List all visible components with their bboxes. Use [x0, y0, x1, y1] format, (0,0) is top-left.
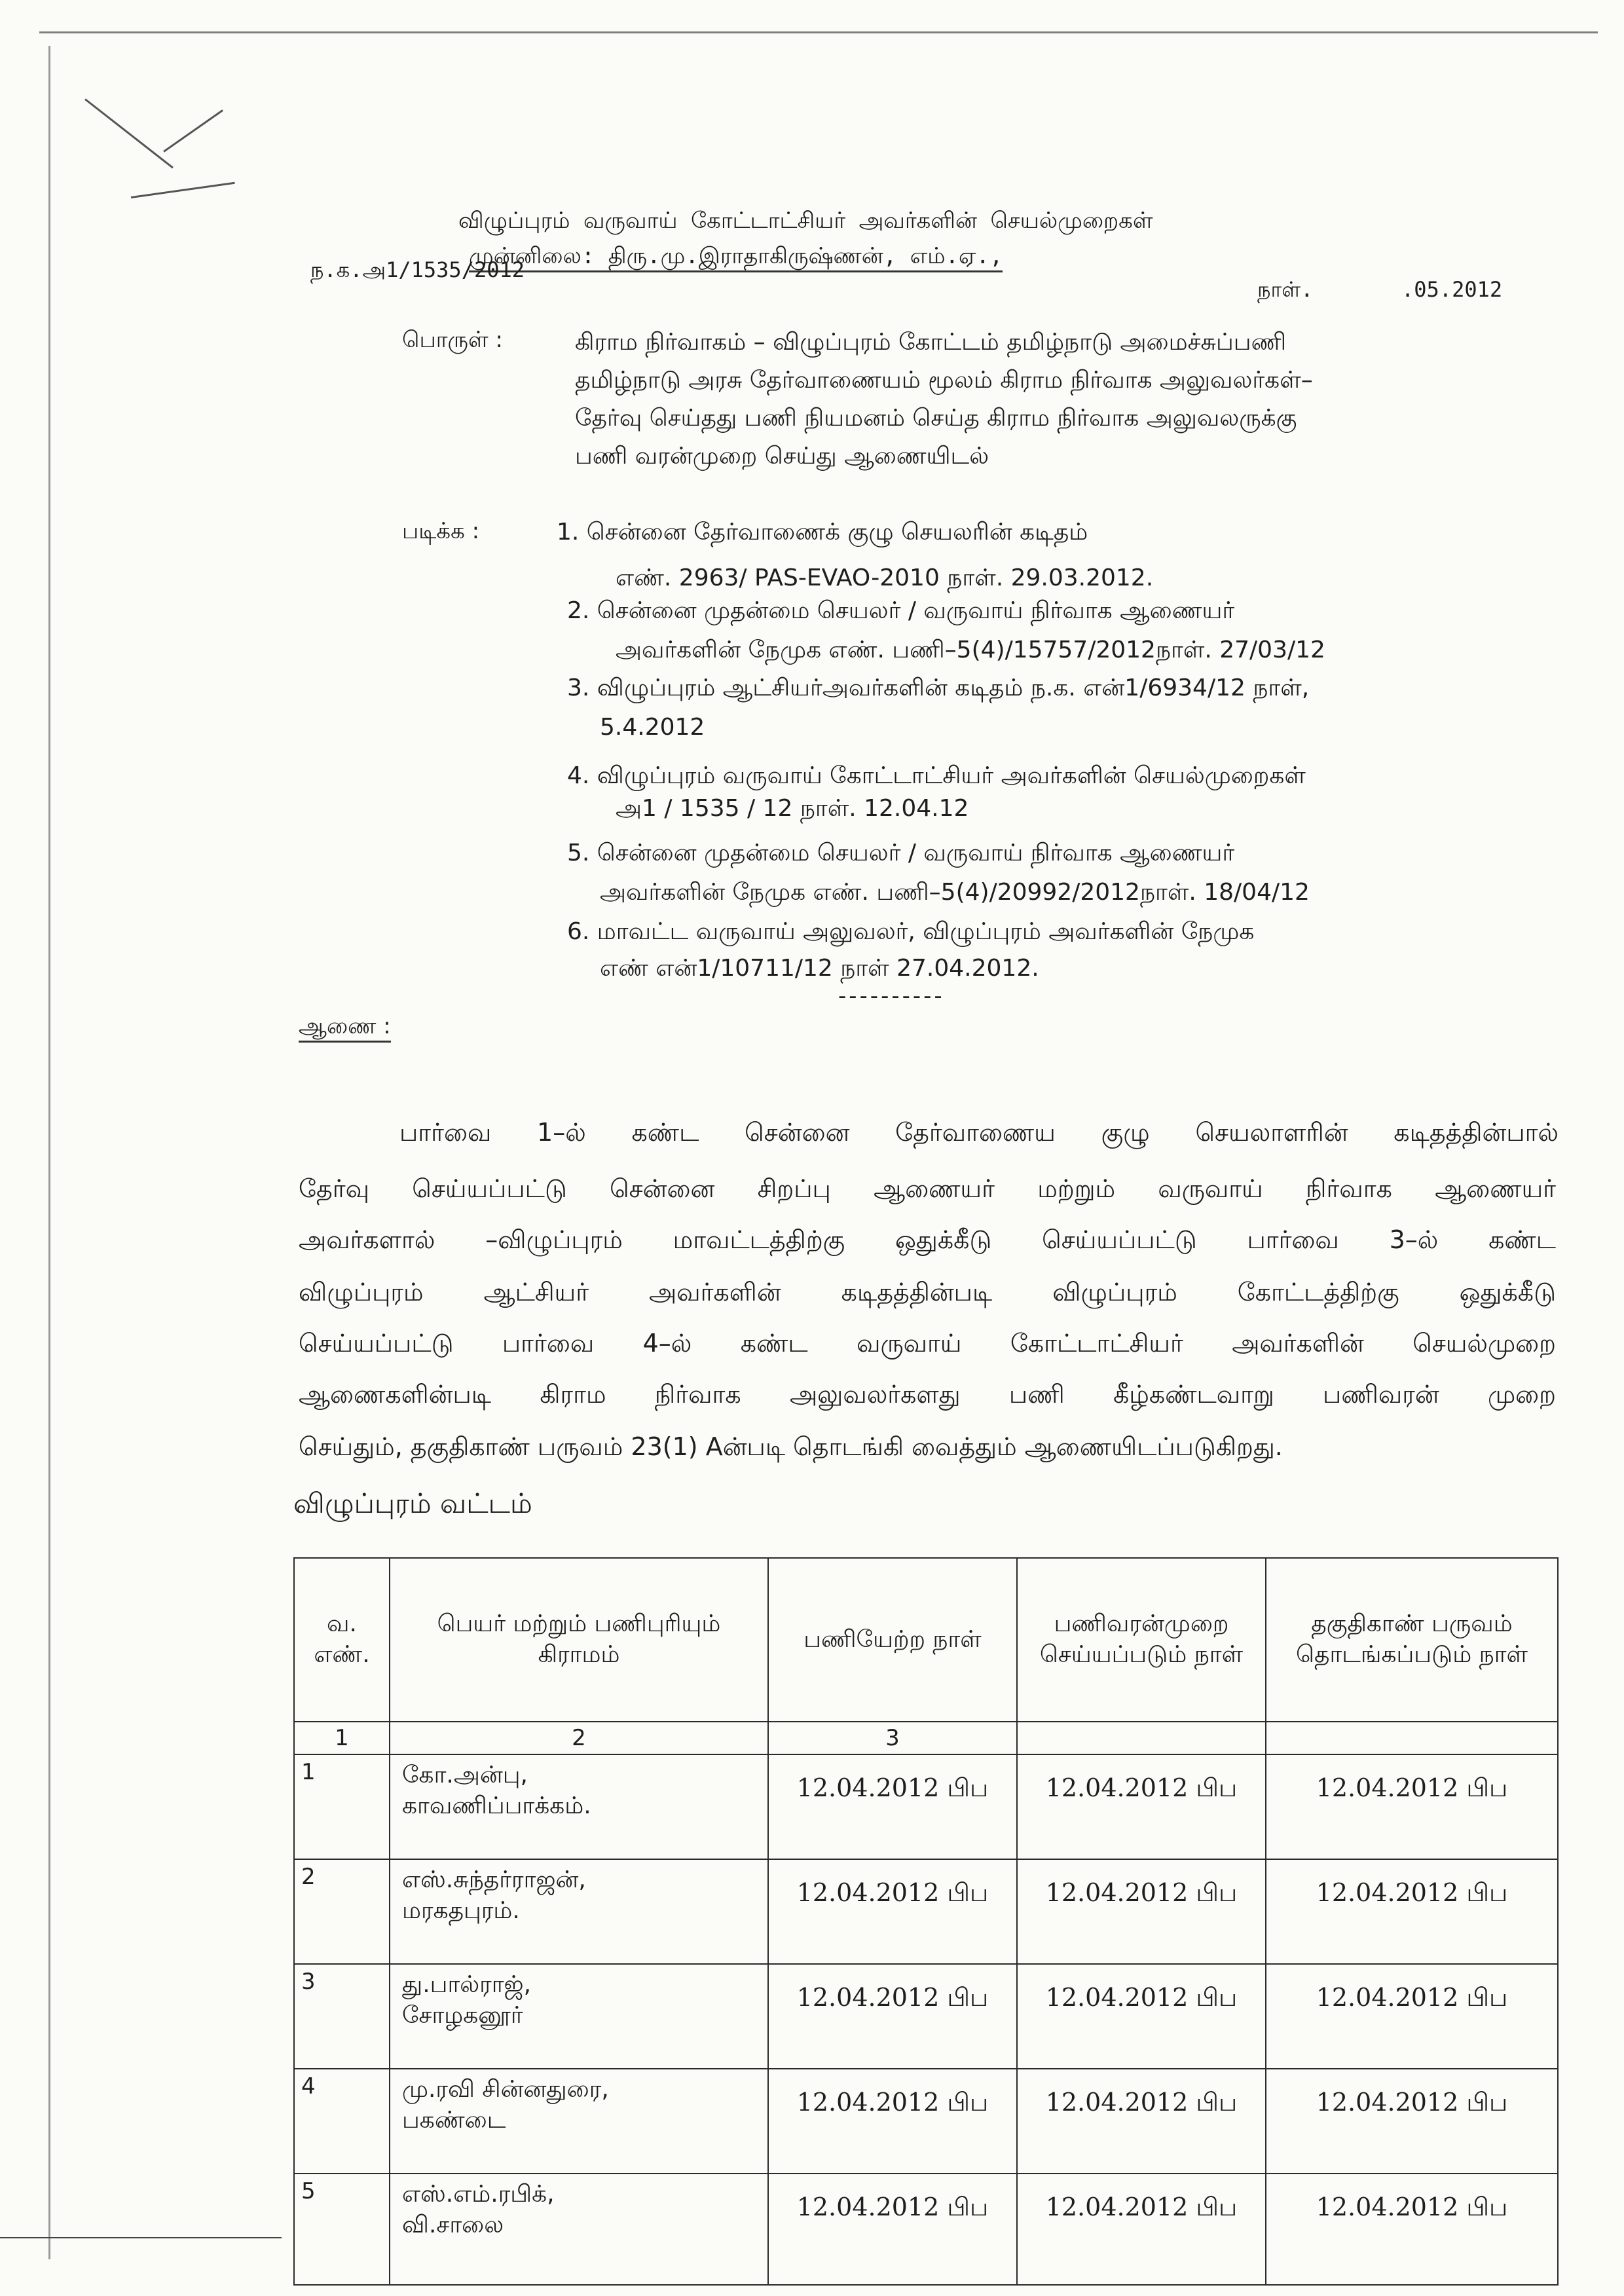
vao-table [293, 1557, 1559, 2286]
column-number: 2 [390, 1722, 768, 1754]
header-regularisation-date: பணிவரன்முறை செய்யப்படும் நாள் [1017, 1558, 1266, 1722]
page-left-edge [48, 46, 50, 2259]
pen-mark [163, 109, 223, 153]
table-row [294, 2069, 1558, 2174]
reference-item: அ1 / 1535 / 12 நாள். 12.04.12 [616, 795, 969, 822]
order-line: செய்தும், தகுதிகாண் பருவம் 23(1) Aன்படி தொடங்கி வைத்தும் ஆணையிடப்படுகிறது. [299, 1432, 1283, 1461]
regularisation-date: 12.04.2012 பிப [1017, 1754, 1266, 1859]
subject-line: கிராம நிர்வாகம் – விழுப்புரம் கோட்டம் தமிழ்நாடு அமைச்சுப்பணி [575, 329, 1287, 356]
order-line: பார்வை 1–ல் கண்ட சென்னை தேர்வாணைய குழு செயலாளரின் கடிதத்தின்பால் [399, 1118, 1559, 1147]
probation-start-date: 12.04.2012 பிப [1266, 2069, 1558, 2174]
joining-date: 12.04.2012 பிப [768, 1859, 1017, 1964]
reference-item: அவர்களின் நேமுக எண். பணி–5(4)/15757/2012நாள். 27/03/12 [616, 637, 1325, 663]
reference-item: எண் என்1/10711/12 நாள் 27.04.2012. [600, 955, 1039, 982]
joining-date: 12.04.2012 பிப [768, 1754, 1017, 1859]
name-cell [390, 2174, 768, 2285]
village-name: சோழகனூர் [402, 2001, 523, 2029]
reference-number: ந.க.அ1/1535/2012 [310, 257, 525, 282]
table-row [294, 1859, 1558, 1964]
probation-start-date: 12.04.2012 பிப [1266, 2174, 1558, 2285]
serial-number: 5 [294, 2174, 390, 2285]
name-cell [390, 1859, 768, 1964]
serial-number: 3 [294, 1964, 390, 2069]
probation-start-date: 12.04.2012 பிப [1266, 1964, 1558, 2069]
serial-number: 4 [294, 2069, 390, 2174]
village-name: காவணிப்பாக்கம். [402, 1792, 591, 1819]
regularisation-date: 12.04.2012 பிப [1017, 2174, 1266, 2285]
office-title: விழுப்புரம் வருவாய் கோட்டாட்சியர் அவர்களின் செயல்முறைகள் [458, 208, 1153, 234]
subject-line: தமிழ்நாடு அரசு தேர்வாணையம் மூலம் கிராம நிர்வாக அலுவலர்கள்– [575, 367, 1313, 394]
name-cell [390, 1964, 768, 2069]
probation-start-date: 12.04.2012 பிப [1266, 1859, 1558, 1964]
reference-item: 5. சென்னை முதன்மை செயலர் / வருவாய் நிர்வாக ஆணையர் [567, 840, 1235, 866]
date-label: நாள். [1257, 277, 1314, 302]
header-probation-start-date: தகுதிகாண் பருவம் தொடங்கப்படும் நாள் [1266, 1558, 1558, 1722]
table-header-row [294, 1558, 1558, 1722]
page-bottom-rule [0, 2237, 282, 2238]
reference-item: 4. விழுப்புரம் வருவாய் கோட்டாட்சியர் அவர்களின் செயல்முறைகள் [567, 762, 1306, 789]
officer-name: து.பால்ராஜ், [402, 1971, 532, 1998]
reference-item: அவர்களின் நேமுக எண். பணி–5(4)/20992/2012நாள். 18/04/12 [600, 879, 1310, 906]
subject-line: தேர்வு செய்தது பணி நியமனம் செய்த கிராம நிர்வாக அலுவலருக்கு [575, 405, 1297, 432]
joining-date: 12.04.2012 பிப [768, 2069, 1017, 2174]
order-line: அவர்களால் –விழுப்புரம் மாவட்டத்திற்கு ஒதுக்கீடு செய்யப்பட்டு பார்வை 3–ல் கண்ட [299, 1225, 1556, 1254]
joining-date: 12.04.2012 பிப [768, 2174, 1017, 2285]
subject-line: பணி வரன்முறை செய்து ஆணையிடல் [575, 443, 989, 470]
references-label: படிக்க : [402, 518, 480, 544]
reference-item: 1. சென்னை தேர்வாணைக் குழு செயலரின் கடிதம் [557, 519, 1088, 546]
column-number [1266, 1722, 1558, 1754]
village-name: பகண்டை [402, 2106, 506, 2134]
joining-date: 12.04.2012 பிப [768, 1964, 1017, 2069]
order-line: விழுப்புரம் ஆட்சியர் அவர்களின் கடிதத்தின்படி விழுப்புரம் கோட்டத்திற்கு ஒதுக்கீடு [299, 1278, 1556, 1306]
reference-item: 5.4.2012 [600, 714, 705, 741]
reference-item: 6. மாவட்ட வருவாய் அலுவலர், விழுப்புரம் அவர்களின் நேமுக [567, 918, 1255, 945]
date-value: .05.2012 [1401, 277, 1503, 302]
regularisation-date: 12.04.2012 பிப [1017, 1859, 1266, 1964]
village-name: மரகதபுரம். [402, 1897, 520, 1924]
header-serial-no: வ. எண். [294, 1558, 390, 1722]
header-name-village: பெயர் மற்றும் பணிபுரியும் கிராமம் [390, 1558, 768, 1722]
pen-mark [131, 182, 235, 198]
name-cell [390, 2069, 768, 2174]
officer-name: கோ.அன்பு, [402, 1762, 528, 1788]
officer-name: எஸ்.எம்.ரபிக், [402, 2181, 555, 2208]
order-line: தேர்வு செய்யப்பட்டு சென்னை சிறப்பு ஆணையர் மற்றும் வருவாய் நிர்வாக ஆணையர் [299, 1174, 1556, 1203]
serial-number: 1 [294, 1754, 390, 1859]
column-number: 3 [768, 1722, 1017, 1754]
probation-start-date: 12.04.2012 பிப [1266, 1754, 1558, 1859]
taluk-heading: விழுப்புரம் வட்டம் [293, 1487, 532, 1519]
village-name: வி.சாலை [402, 2211, 504, 2238]
table-row [294, 2174, 1558, 2285]
order-heading: ஆணை : [299, 1014, 391, 1043]
order-line: செய்யப்பட்டு பார்வை 4–ல் கண்ட வருவாய் கோட்டாட்சியர் அவர்களின் செயல்முறை [299, 1329, 1556, 1358]
header-joining-date: பணியேற்ற நாள் [768, 1558, 1017, 1722]
table-row [294, 1754, 1558, 1859]
pen-mark [84, 98, 174, 168]
table-row [294, 1964, 1558, 2069]
order-line: ஆணைகளின்படி கிராம நிர்வாக அலுவலர்களது பணி கீழ்கண்டவாறு பணிவரன் முறை [299, 1380, 1556, 1409]
name-cell [390, 1754, 768, 1859]
officer-name: எஸ்.சுந்தர்ராஜன், [402, 1866, 586, 1893]
regularisation-date: 12.04.2012 பிப [1017, 2069, 1266, 2174]
presiding-officer: முன்னிலை: திரு.மு.இராதாகிருஷ்ணன், எம்.ஏ., [469, 244, 1003, 272]
page-top-edge [39, 31, 1598, 33]
subject-label: பொருள் : [402, 327, 503, 353]
serial-number: 2 [294, 1859, 390, 1964]
reference-item: 3. விழுப்புரம் ஆட்சியர்அவர்களின் கடிதம் ந.க. என்1/6934/12 நாள், [567, 675, 1310, 701]
regularisation-date: 12.04.2012 பிப [1017, 1964, 1266, 2069]
reference-item: எண். 2963/ PAS-EVAO-2010 நாள். 29.03.2012. [616, 565, 1154, 591]
reference-item: 2. சென்னை முதன்மை செயலர் / வருவாய் நிர்வாக ஆணையர் [567, 597, 1235, 624]
officer-name: மு.ரவி சின்னதுரை, [402, 2076, 609, 2103]
column-number-row [294, 1722, 1558, 1754]
column-number [1017, 1722, 1266, 1754]
column-number: 1 [294, 1722, 390, 1754]
separator: ---------- [838, 983, 945, 1009]
